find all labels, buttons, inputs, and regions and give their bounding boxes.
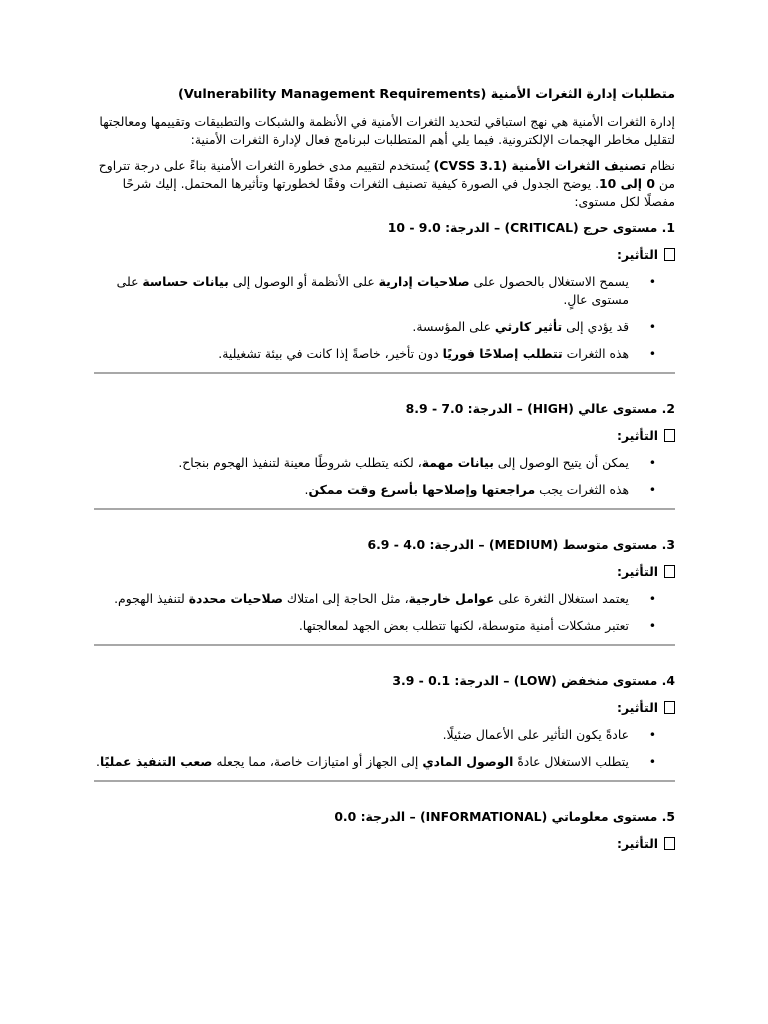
bullet-bold: بيانات حساسة [142, 274, 229, 289]
bullet-text: إلى الجهاز أو امتيازات خاصة، مما يجعله [212, 754, 423, 769]
document-title: متطلبات إدارة الثغرات الأمنية (Vulnerability Management Requirements) [177, 87, 675, 102]
bullet-text: على المؤسسة. [412, 319, 495, 334]
bullet-bold: صعب التنفيذ عمليًا [99, 754, 213, 769]
bullet-list-low [94, 726, 675, 771]
impact-label-high [94, 427, 675, 445]
bullet-text: ، لكنه يتطلب شروطًا معينة لتنفيذ الهجوم بنجاح. [178, 455, 422, 470]
bullet-text: هذه الثغرات [562, 346, 629, 361]
missing-glyph-icon [664, 837, 675, 850]
bullet-bold: بيانات مهمة [421, 455, 494, 470]
bullet-bold: مراجعتها وإصلاحها بأسرع وقت ممكن [308, 482, 536, 497]
list-item [94, 454, 629, 472]
list-item [94, 345, 629, 363]
section-divider [94, 780, 675, 782]
bullet-list-high [94, 454, 675, 499]
cvss-text-3: . يوضح الجدول في الصورة كيفية تصنيف الثغرات وفقًا لخطورتها وتأثيرها المحتمل. إليك شرحًا مفصلًا لكل مستوى: [122, 176, 675, 209]
impact-label-text: التأثير: [617, 428, 658, 443]
section-heading-informational: 5. مستوى معلوماتي (INFORMATIONAL) – الدرجة: 0.0 [334, 809, 675, 824]
bullet-bold: تتطلب إصلاحًا فوريًا [442, 346, 563, 361]
missing-glyph-icon [664, 429, 675, 442]
bullet-text: على الأنظمة أو الوصول إلى [228, 274, 379, 289]
intro-paragraph: إدارة الثغرات الأمنية هي نهج استباقي لتحديد الثغرات الأمنية في الأنظمة والشبكات والتطبيقات وتقييمها ومعالجتها لتقليل مخاطر الهجمات الإلكترونية. فيما يلي أهم المتطلبات لبرنامج فعال لإدارة الثغرات الأمنية: [99, 114, 675, 147]
section-heading-critical: 1. مستوى حرج (CRITICAL) – الدرجة: 9.0 - 10 [387, 220, 675, 235]
bullet-text: دون تأخير، خاصةً إذا كانت في بيئة تشغيلية. [218, 346, 443, 361]
list-item [94, 273, 629, 309]
bullet-text: . [304, 482, 309, 497]
list-item [94, 481, 629, 499]
bullet-text: لتنفيذ الهجوم. [114, 591, 189, 606]
impact-label-low [94, 699, 675, 717]
list-item [94, 753, 629, 771]
bullet-bold: عوامل خارجية [408, 591, 495, 606]
impact-label-medium [94, 563, 675, 581]
cvss-text-1: نظام [646, 158, 675, 173]
list-item [94, 318, 629, 336]
section-heading-low: 4. مستوى منخفض (LOW) – الدرجة: 0.1 - 3.9 [392, 673, 675, 688]
bullet-bold: صلاحيات محددة [188, 591, 283, 606]
cvss-text-2: يُستخدم لتقييم مدى خطورة الثغرات الأمنية بناءً على درجة تتراوح من [98, 158, 675, 191]
section-divider [94, 372, 675, 374]
bullet-text: هذه الثغرات يجب [535, 482, 629, 497]
bullet-text: . [96, 754, 100, 769]
section-divider [94, 644, 675, 646]
section-divider [94, 508, 675, 510]
list-item: • عادةً يكون التأثير على الأعمال ضئيلًا. [94, 726, 629, 744]
missing-glyph-icon [664, 565, 675, 578]
cvss-bold-1: تصنيف الثغرات الأمنية (CVSS 3.1) [433, 158, 646, 173]
bullet-list-medium [94, 590, 675, 635]
bullet-text: يمكن أن يتيح الوصول إلى [493, 455, 629, 470]
impact-label-text: التأثير: [617, 564, 658, 579]
list-item [94, 590, 629, 608]
bullet-text: قد يؤدي إلى [562, 319, 629, 334]
impact-label-critical [94, 246, 675, 264]
list-item: • تعتبر مشكلات أمنية متوسطة، لكنها تتطلب بعض الجهد لمعالجتها. [94, 617, 629, 635]
impact-label-text: التأثير: [617, 247, 658, 262]
missing-glyph-icon [664, 248, 675, 261]
section-heading-medium: 3. مستوى متوسط (MEDIUM) – الدرجة: 4.0 - 6.9 [367, 537, 675, 552]
cvss-bold-2: 0 إلى 10 [599, 176, 655, 191]
document-page [94, 86, 675, 862]
impact-label-text: التأثير: [617, 836, 658, 851]
bullet-bold: الوصول المادي [422, 754, 514, 769]
missing-glyph-icon [664, 701, 675, 714]
bullet-text: على مستوى عالٍ. [116, 274, 629, 307]
bullet-bold: تأثير كارثي [494, 319, 563, 334]
bullet-text: يعتمد استغلال الثغرة على [494, 591, 629, 606]
impact-label-text: التأثير: [617, 700, 658, 715]
cvss-paragraph [94, 157, 675, 211]
bullet-text: يسمح الاستغلال بالحصول على [469, 274, 629, 289]
impact-label-informational [94, 835, 675, 853]
bullet-text: يتطلب الاستغلال عادةً [513, 754, 629, 769]
bullet-list-critical [94, 273, 675, 363]
bullet-text: ، مثل الحاجة إلى امتلاك [282, 591, 409, 606]
bullet-bold: صلاحيات إدارية [378, 274, 470, 289]
section-heading-high: 2. مستوى عالي (HIGH) – الدرجة: 7.0 - 8.9 [405, 401, 675, 416]
